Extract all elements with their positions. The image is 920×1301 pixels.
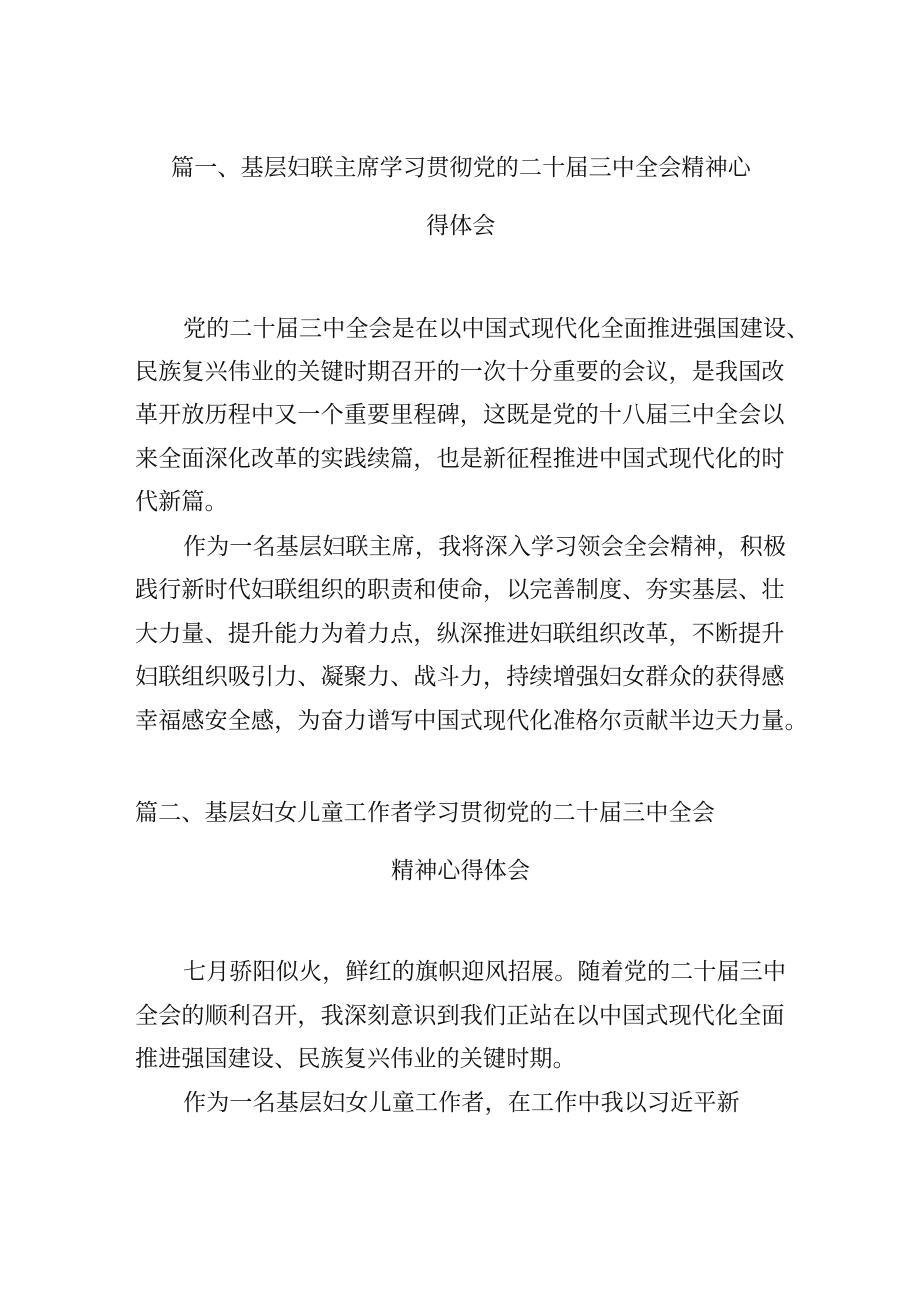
- section1-para2-line5: 幸福感安全感，为奋力谱写中国式现代化准格尔贡献半边天力量。: [135, 708, 808, 734]
- section1-para2-line2: 践行新时代妇联组织的职责和使命，以完善制度、夯实基层、壮: [135, 577, 785, 603]
- section1-title-line1: 篇一、基层妇联主席学习贯彻党的二十届三中全会精神心: [171, 155, 751, 181]
- section1-para2-line3: 大力量、提升能力为着力点，纵深推进妇联组织改革，不断提升: [135, 621, 785, 647]
- section2-para1-line2: 全会的顺利召开，我深刻意识到我们正站在以中国式现代化全面: [135, 1003, 785, 1029]
- section2-title-line1: 篇二、基层妇女儿童工作者学习贯彻党的二十届三中全会: [135, 800, 715, 826]
- section2-title-line2: 精神心得体会: [391, 858, 531, 884]
- section1-title-line2: 得体会: [426, 213, 496, 239]
- section2-para1-line3: 推进强国建设、民族复兴伟业的关键时期。: [135, 1046, 576, 1072]
- section2-para2-line1: 作为一名基层妇女儿童工作者，在工作中我以习近平新: [183, 1090, 740, 1116]
- section1-para1-line2: 民族复兴伟业的关键时期召开的一次十分重要的会议，是我国改: [135, 359, 785, 385]
- section1-para1-line4: 来全面深化改革的实践续篇，也是新征程推进中国式现代化的时: [135, 446, 785, 472]
- section1-para2-line1: 作为一名基层妇联主席，我将深入学习领会全会精神，积极: [183, 534, 787, 560]
- section2-para1-line1: 七月骄阳似火，鲜红的旗帜迎风招展。随着党的二十届三中: [183, 959, 787, 985]
- section1-para2-line4: 妇联组织吸引力、凝聚力、战斗力，持续增强妇女群众的获得感: [135, 664, 785, 690]
- section1-para1-line1: 党的二十届三中全会是在以中国式现代化全面推进强国建设、: [183, 316, 810, 342]
- section1-para1-line5: 代新篇。: [135, 489, 228, 515]
- section1-para1-line3: 革开放历程中又一个重要里程碑，这既是党的十八届三中全会以: [135, 402, 785, 428]
